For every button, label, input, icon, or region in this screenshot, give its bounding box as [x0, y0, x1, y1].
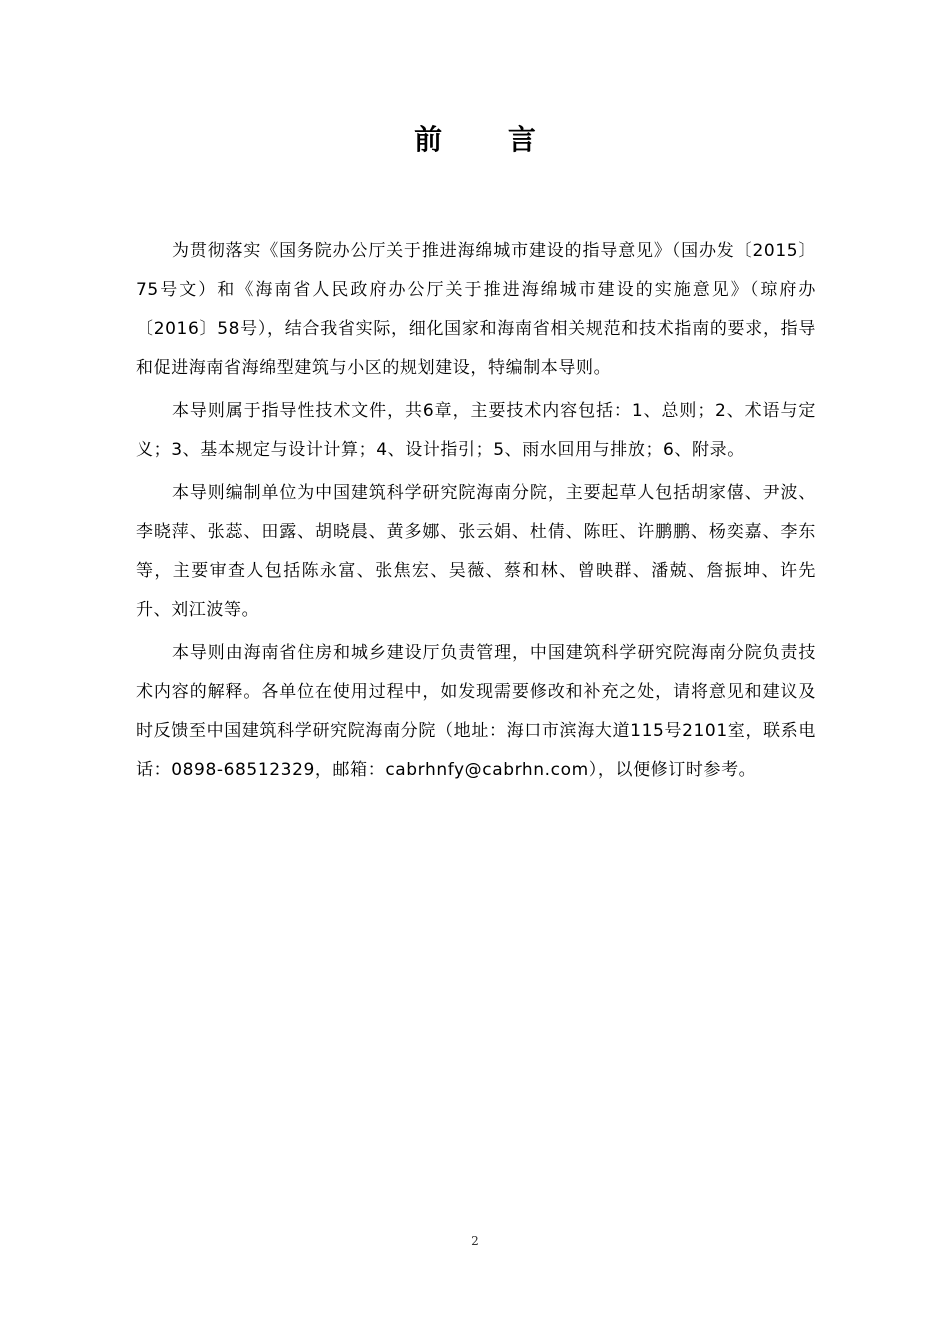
- document-body: [136, 232, 816, 794]
- paragraph-purpose: 为贯彻落实《国务院办公厅关于推进海绵城市建设的指导意见》（国办发〔2015〕75号文）和《海南省人民政府办公厅关于推进海绵城市建设的实施意见》（琼府办〔2016〕58号），结合我省实际，细化国家和海南省相关规范和技术指南的要求，指导和促进海南省海绵型建筑与小区的规划建设，特编制本导则。: [136, 241, 816, 378]
- page-title: 前 言: [414, 123, 564, 156]
- paragraph-management: 本导则由海南省住房和城乡建设厅负责管理，中国建筑科学研究院海南分院负责技术内容的解释。各单位在使用过程中，如发现需要修改和补充之处，请将意见和建议及时反馈至中国建筑科学研究院海南分院（地址：海口市滨海大道115号2101室，联系电话：0898-68512329，邮箱：cabrhnfy@cabrhn.com），以便修订时参考。: [136, 643, 816, 780]
- page-number: 2: [471, 1234, 479, 1248]
- paragraph-authors: 本导则编制单位为中国建筑科学研究院海南分院，主要起草人包括胡家僖、尹波、李晓萍、张蕊、田露、胡晓晨、黄多娜、张云娟、杜倩、陈旺、许鹏鹏、杨奕嘉、李东等，主要审查人包括陈永富、张焦宏、吴薇、蔡和林、曾映群、潘兢、詹振坤、许先升、刘江波等。: [136, 483, 816, 620]
- paragraph-contents: 本导则属于指导性技术文件，共6章，主要技术内容包括：1、总则；2、术语与定义；3、基本规定与设计计算；4、设计指引；5、雨水回用与排放；6、附录。: [136, 401, 816, 460]
